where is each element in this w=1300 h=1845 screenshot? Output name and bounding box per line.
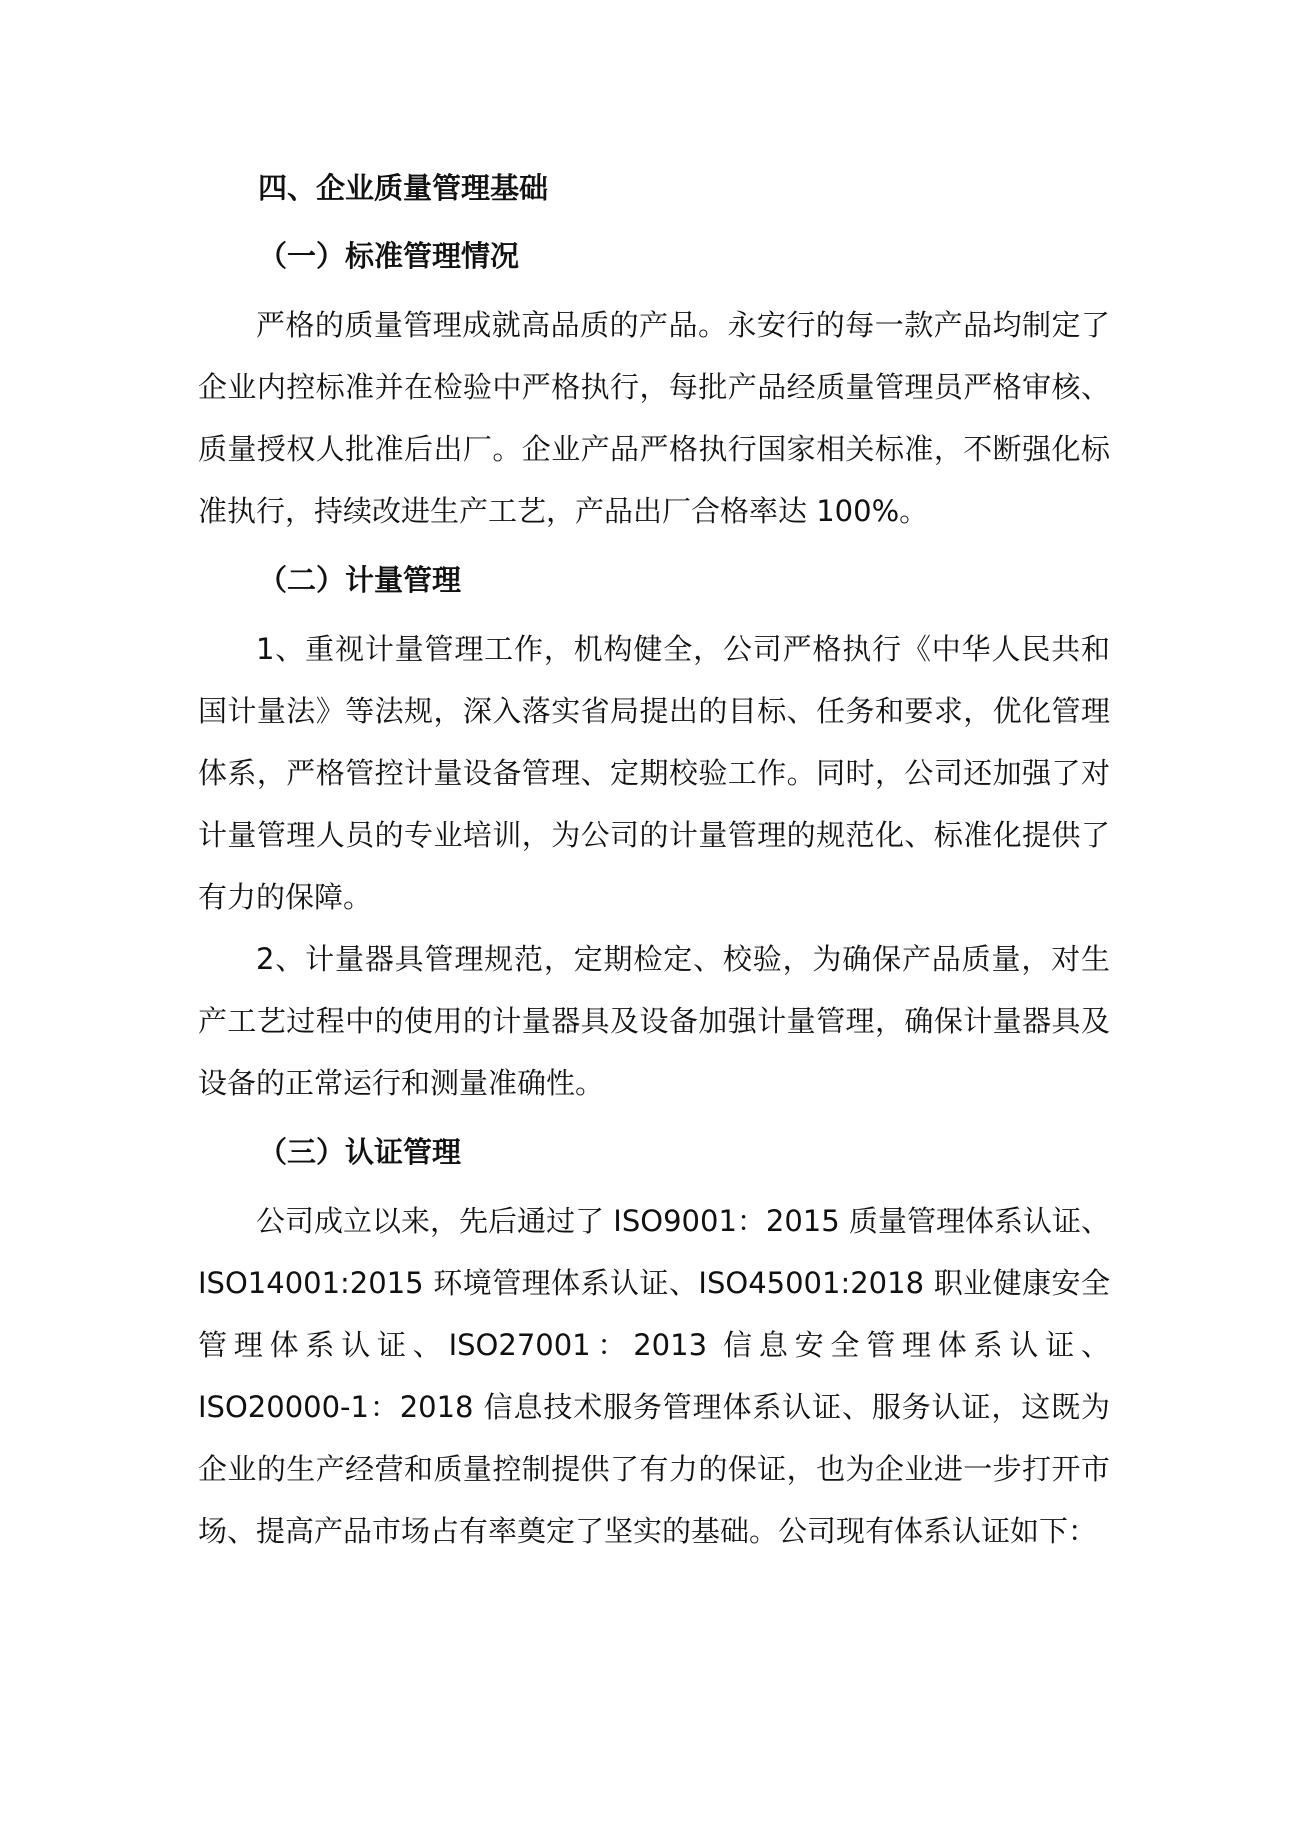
- paragraph-metrology-1: 1、重视计量管理工作，机构健全，公司严格执行《中华人民共和国计量法》等法规，深入落实省局提出的目标、任务和要求，优化管理体系，严格管控计量设备管理、定期校验工作。同时，公司还加强了对计量管理人员的专业培训，为公司的计量管理的规范化、标准化提供了有力的保障。: [198, 632, 1110, 914]
- paragraph-metrology-2: 2、计量器具管理规范，定期检定、校验，为确保产品质量，对生产工艺过程中的使用的计量器具及设备加强计量管理，确保计量器具及设备的正常运行和测量准确性。: [198, 942, 1110, 1100]
- subsection-title-metrology-management: （二）计量管理: [258, 563, 462, 597]
- paragraph-certification: 公司成立以来，先后通过了 ISO9001：2015 质量管理体系认证、ISO14001:2015 环境管理体系认证、ISO45001:2018 职业健康安全管理体系认证、ISO27001：2013 信息安全管理体系认证、ISO20000-1：2018 信息技术服务管理体系认证、服务认证，这既为企业的生产经营和质量控制提供了有力的保证，也为企业进一步打开市场、提高产品市场占有率奠定了坚实的基础。公司现有体系认证如下：: [198, 1204, 1110, 1548]
- document-body: [198, 168, 1110, 1562]
- subsection-title-certification-management: （三）认证管理: [258, 1135, 462, 1169]
- subsection-title-standard-management: （一）标准管理情况: [258, 239, 520, 273]
- paragraph-standard-management: 严格的质量管理成就高品质的产品。永安行的每一款产品均制定了企业内控标准并在检验中严格执行，每批产品经质量管理员严格审核、质量授权人批准后出厂。企业产品严格执行国家相关标准，不断强化标准执行，持续改进生产工艺，产品出厂合格率达 100%。: [198, 308, 1110, 528]
- section-title: 四、企业质量管理基础: [258, 171, 549, 205]
